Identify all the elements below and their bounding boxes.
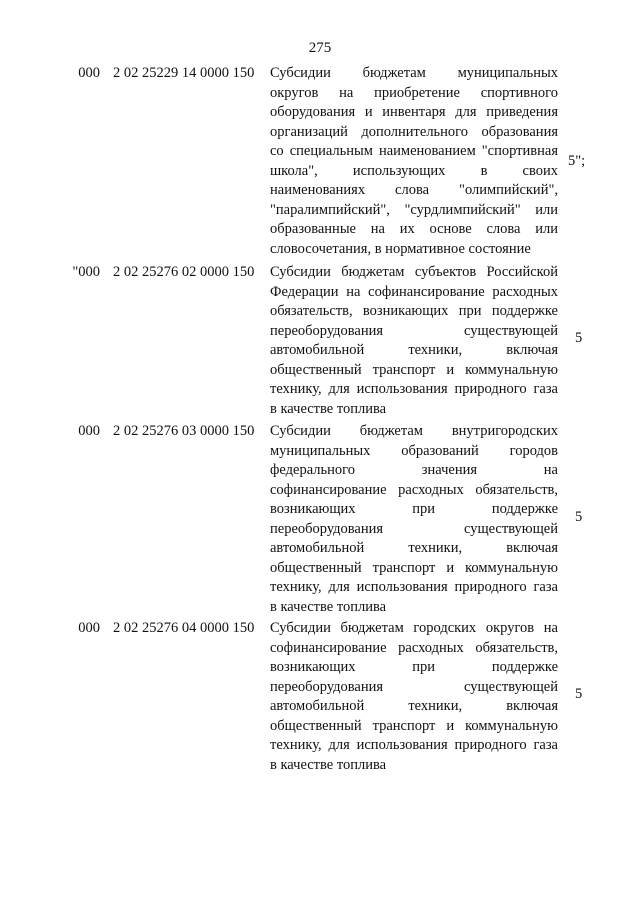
description-line: со специальным наименованием "спортивная xyxy=(270,143,558,159)
budget-classification-code: 2 02 25276 03 0000 150 xyxy=(113,423,255,439)
description-line: Субсидии бюджетам городских округов на xyxy=(270,620,558,636)
description-line: Федерации на софинансирование расходных xyxy=(270,283,558,300)
description-line: муниципальных образований городов xyxy=(270,442,558,459)
description-line: Субсидии бюджетам внутригородских xyxy=(270,423,558,439)
description-line: технику, для использования природного газа xyxy=(270,381,558,397)
description-line: в качестве топлива xyxy=(270,400,387,417)
norm-value: 5 xyxy=(575,509,583,525)
row-description xyxy=(270,422,558,617)
description-line: автомобильной техники, включая xyxy=(270,540,558,556)
budget-classification-code: 2 02 25229 14 0000 150 xyxy=(113,65,255,81)
description-line: Субсидии бюджетам муниципальных xyxy=(270,65,558,81)
admin-code: "000 xyxy=(72,264,100,280)
description-line: обязательств, возникающих при поддержке xyxy=(270,303,558,319)
description-line: переоборудования существующей xyxy=(270,678,558,695)
description-line: общественный транспорт и коммунальную xyxy=(270,559,558,576)
description-line: общественный транспорт и коммунальную xyxy=(270,361,558,378)
norm-value: 5 xyxy=(575,330,583,346)
description-line: автомобильной техники, включая xyxy=(270,342,558,358)
page-number: 275 xyxy=(308,40,332,56)
description-line: в качестве топлива xyxy=(270,598,387,615)
description-line: общественный транспорт и коммунальную xyxy=(270,717,558,734)
description-line: оборудования и инвентаря для приведения xyxy=(270,104,558,120)
description-line: возникающих при поддержке xyxy=(270,659,558,675)
description-line: "паралимпийский", "сурдлимпийский" или xyxy=(270,201,558,218)
row-description xyxy=(270,619,558,775)
admin-code: 000 xyxy=(78,620,100,636)
description-line: словосочетания, в нормативное состояние xyxy=(270,240,531,257)
description-line: организаций дополнительного образования xyxy=(270,123,558,140)
description-line: переоборудования существующей xyxy=(270,520,558,537)
description-line: округов на приобретение спортивного xyxy=(270,84,558,101)
budget-classification-code: 2 02 25276 04 0000 150 xyxy=(113,620,255,636)
description-line: школа", использующих в своих xyxy=(270,162,558,179)
row-description xyxy=(270,64,558,259)
description-line: федерального значения на xyxy=(270,462,558,478)
description-line: автомобильной техники, включая xyxy=(270,698,558,714)
budget-classification-code: 2 02 25276 02 0000 150 xyxy=(113,264,255,280)
description-line: возникающих при поддержке xyxy=(270,501,558,517)
row-description xyxy=(270,263,558,419)
description-line: в качестве топлива xyxy=(270,756,387,773)
admin-code: 000 xyxy=(78,65,100,81)
description-line: Субсидии бюджетам субъектов Российской xyxy=(270,264,558,280)
description-line: софинансирование расходных обязательств, xyxy=(270,481,558,498)
description-line: образованные на их основе слова или xyxy=(270,221,558,237)
norm-value: 5 xyxy=(575,686,583,702)
description-line: переоборудования существующей xyxy=(270,322,558,339)
admin-code: 000 xyxy=(78,423,100,439)
description-line: технику, для использования природного газа xyxy=(270,579,558,595)
description-line: наименованиях слова "олимпийский", xyxy=(270,182,558,198)
norm-value: 5"; xyxy=(568,153,586,169)
description-line: софинансирование расходных обязательств, xyxy=(270,639,558,656)
description-line: технику, для использования природного газа xyxy=(270,737,558,753)
